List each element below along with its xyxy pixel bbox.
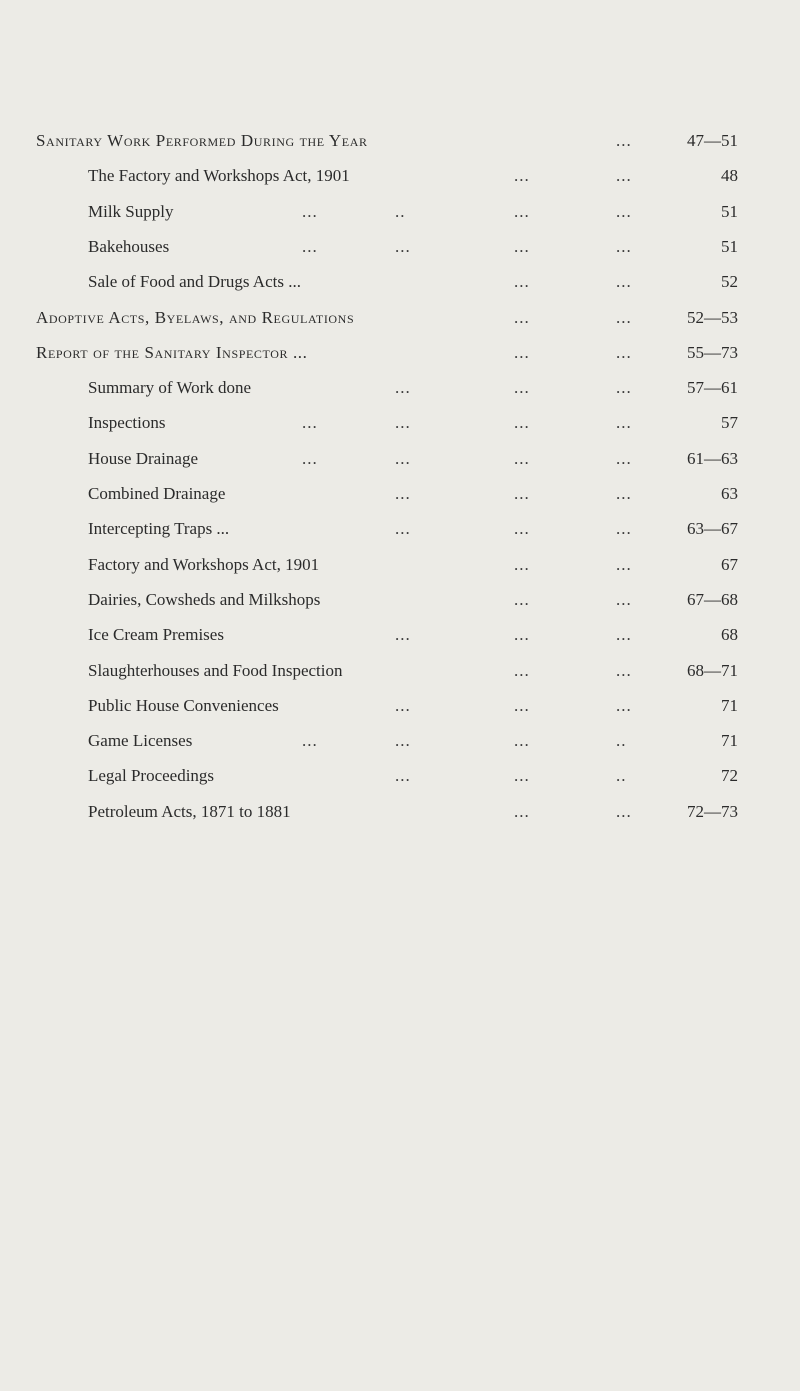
dot-leader: ... [616,448,632,468]
dot-leader: .. [616,731,627,751]
toc-page-numbers: 67 [721,554,738,574]
dot-leader: ... [616,695,632,715]
toc-subentry [0,694,800,718]
dot-leader: ... [514,378,530,398]
toc-page-numbers: 47—51 [687,131,738,150]
toc-subentry [0,411,800,435]
toc-entry-label: Game Licenses [88,731,193,751]
dot-leader: ... [395,731,411,751]
toc-page-numbers: 57 [721,413,738,433]
dot-leader: ... [302,201,318,221]
toc-subentry [0,164,800,188]
dot-leader: ... [514,236,530,256]
toc-entry-label: Adoptive Acts, Byelaws, and Regulations [36,307,355,327]
dot-leader: ... [395,413,411,433]
toc-page-numbers: 72 [721,766,738,786]
toc-section-entry [0,129,800,153]
toc-page-numbers: 52 [721,272,738,292]
dot-leader: ... [302,413,318,433]
dot-leader: ... [616,131,632,150]
dot-leader: ... [514,625,530,645]
toc-entry-label: Slaughterhouses and Food Inspection [88,660,343,680]
toc-page-numbers: 51 [721,201,738,221]
toc-page-numbers: 48 [721,166,738,186]
toc-entry-label: The Factory and Workshops Act, 1901 [88,166,350,186]
dot-leader: ... [616,166,632,186]
dot-leader: ... [616,554,632,574]
toc-page-numbers: 63—67 [687,519,738,539]
toc-entry-label: Bakehouses [88,236,170,256]
dot-leader: ... [514,589,530,609]
dot-leader: ... [514,731,530,751]
toc-section-entry [0,306,800,330]
dot-leader: ... [616,625,632,645]
toc-page-numbers: 71 [721,731,738,751]
dot-leader: ... [514,201,530,221]
dot-leader: ... [514,413,530,433]
dot-leader: ... [302,236,318,256]
toc-subentry [0,482,800,506]
toc-page-numbers: 71 [721,695,738,715]
toc-entry-label: Summary of Work done [88,378,252,398]
dot-leader: ... [616,589,632,609]
dot-leader: ... [395,519,411,539]
toc-subentry [0,764,800,788]
toc-subentry [0,235,800,259]
toc-entry-label: Dairies, Cowsheds and Milkshops [88,589,321,609]
toc-subentry [0,270,800,294]
toc-page-numbers: 52—53 [687,307,738,327]
toc-entry-label: Intercepting Traps ... [88,519,230,539]
dot-leader: ... [514,484,530,503]
dot-leader: ... [514,342,530,362]
toc-page-numbers: 61—63 [687,448,738,468]
dot-leader: ... [616,307,632,327]
dot-leader: ... [616,519,632,539]
dot-leader: ... [514,272,530,292]
toc-subentry [0,553,800,577]
toc-subentry [0,800,800,824]
dot-leader: ... [514,519,530,539]
dot-leader: ... [616,201,632,221]
dot-leader: ... [302,731,318,751]
dot-leader: ... [395,448,411,468]
dot-leader: ... [616,272,632,292]
toc-page-numbers: 51 [721,236,738,256]
toc-subentry [0,517,800,541]
dot-leader: ... [514,307,530,327]
toc-subentry [0,588,800,612]
toc-entry-label: Petroleum Acts, 1871 to 1881 [88,801,291,821]
toc-entry-label: Inspections [88,413,166,433]
dot-leader: ... [514,448,530,468]
dot-leader: .. [395,201,406,221]
toc-section-entry [0,341,800,365]
dot-leader: ... [616,236,632,256]
toc-page-numbers: 68 [721,625,738,645]
toc-entry-label: Factory and Workshops Act, 1901 [88,554,320,574]
dot-leader: ... [616,484,632,503]
toc-subentry [0,447,800,471]
toc-subentry [0,623,800,647]
toc-entry-label: Ice Cream Premises [88,625,224,645]
dot-leader: ... [395,695,411,715]
dot-leader: ... [514,660,530,680]
dot-leader: ... [395,236,411,256]
dot-leader: ... [616,660,632,680]
toc-entry-label: Sale of Food and Drugs Acts ... [88,272,301,292]
dot-leader: .. [616,766,627,786]
toc-page-numbers: 57—61 [687,378,738,398]
dot-leader: ... [616,342,632,362]
toc-page-numbers: 68—71 [687,660,738,680]
dot-leader: ... [395,766,411,786]
dot-leader: ... [302,448,318,468]
toc-subentry [0,376,800,400]
toc-page-numbers: 67—68 [687,589,738,609]
toc-entry-label: Sanitary Work Performed During the Year [36,131,368,150]
dot-leader: ... [616,801,632,821]
dot-leader: ... [514,766,530,786]
toc-subentry [0,659,800,683]
toc-entry-label: Public House Conveniences [88,695,279,715]
toc-entry-label: Legal Proceedings [88,766,215,786]
toc-subentry [0,200,800,224]
dot-leader: ... [395,484,411,503]
toc-subentry [0,729,800,753]
dot-leader: ... [514,695,530,715]
dot-leader: ... [616,378,632,398]
dot-leader: ... [395,378,411,398]
dot-leader: ... [514,166,530,186]
toc-page-numbers: 55—73 [687,342,738,362]
toc-entry-label: Report of the Sanitary Inspector ... [36,342,308,362]
toc-page-numbers: 63 [721,484,738,503]
dot-leader: ... [616,413,632,433]
dot-leader: ... [395,625,411,645]
toc-entry-label: Milk Supply [88,201,174,221]
toc-page-numbers: 72—73 [687,801,738,821]
dot-leader: ... [514,801,530,821]
toc-entry-label: House Drainage [88,448,198,468]
dot-leader: ... [514,554,530,574]
toc-entry-label: Combined Drainage [88,484,226,503]
